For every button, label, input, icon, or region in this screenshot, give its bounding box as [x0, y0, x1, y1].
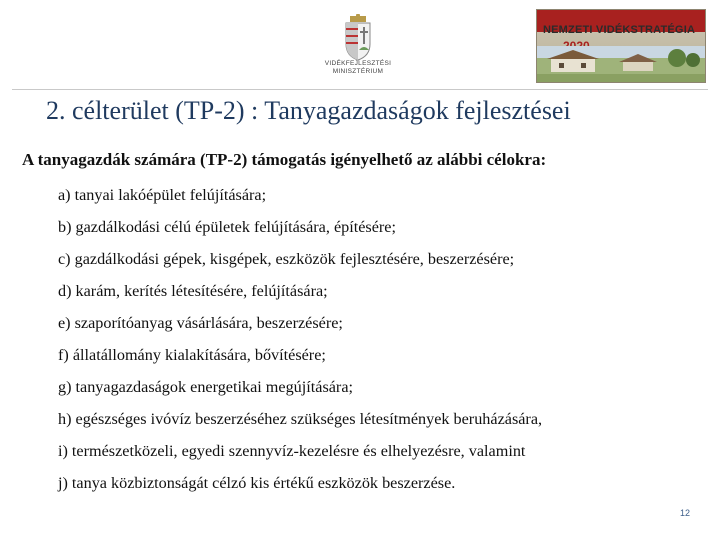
strategy-banner — [536, 9, 706, 83]
ministry-name — [300, 60, 416, 76]
list-item: e) szaporítóanyag vásárlására, beszerzésére; — [58, 314, 343, 332]
banner-title: NEMZETI VIDÉKSTRATÉGIA — [543, 24, 696, 36]
list-item: a) tanyai lakóépület felújítására; — [58, 186, 267, 204]
list-item: h) egészséges ivóvíz beszerzéséhez szükséges létesítmények beruházására, — [58, 410, 543, 428]
list-item: d) karám, kerítés létesítésére, felújítására; — [58, 282, 328, 300]
list-item: b) gazdálkodási célú épületek felújítására, építésére; — [58, 218, 396, 236]
lead-sentence: A tanyagazdák számára (TP-2) támogatás igényelhető az alábbi célokra: — [22, 150, 547, 169]
farmhouse-scene-icon — [537, 46, 705, 82]
list-item: j) tanya közbiztonságát célzó kis értékű eszközök beszerzése. — [58, 474, 456, 492]
header-divider — [12, 89, 708, 90]
list-item: f) állatállomány kialakítására, bővítésére; — [58, 346, 326, 364]
ministry-name-line2: MINISZTÉRIUM — [332, 68, 384, 75]
target-list — [58, 184, 542, 504]
slide-title: 2. célterület (TP-2) : Tanyagazdaságok fejlesztései — [46, 96, 571, 125]
ministry-name-line1: VIDÉKFEJLESZTÉSI — [324, 60, 392, 67]
list-item: g) tanyagazdaságok energetikai megújítására; — [58, 378, 353, 396]
page-number: 12 — [679, 508, 690, 518]
list-item: i) természetközeli, egyedi szennyvíz-kezelésre és elhelyezésre, valamint — [58, 442, 526, 460]
list-item: c) gazdálkodási gépek, kisgépek, eszközök fejlesztésére, beszerzésére; — [58, 250, 515, 268]
